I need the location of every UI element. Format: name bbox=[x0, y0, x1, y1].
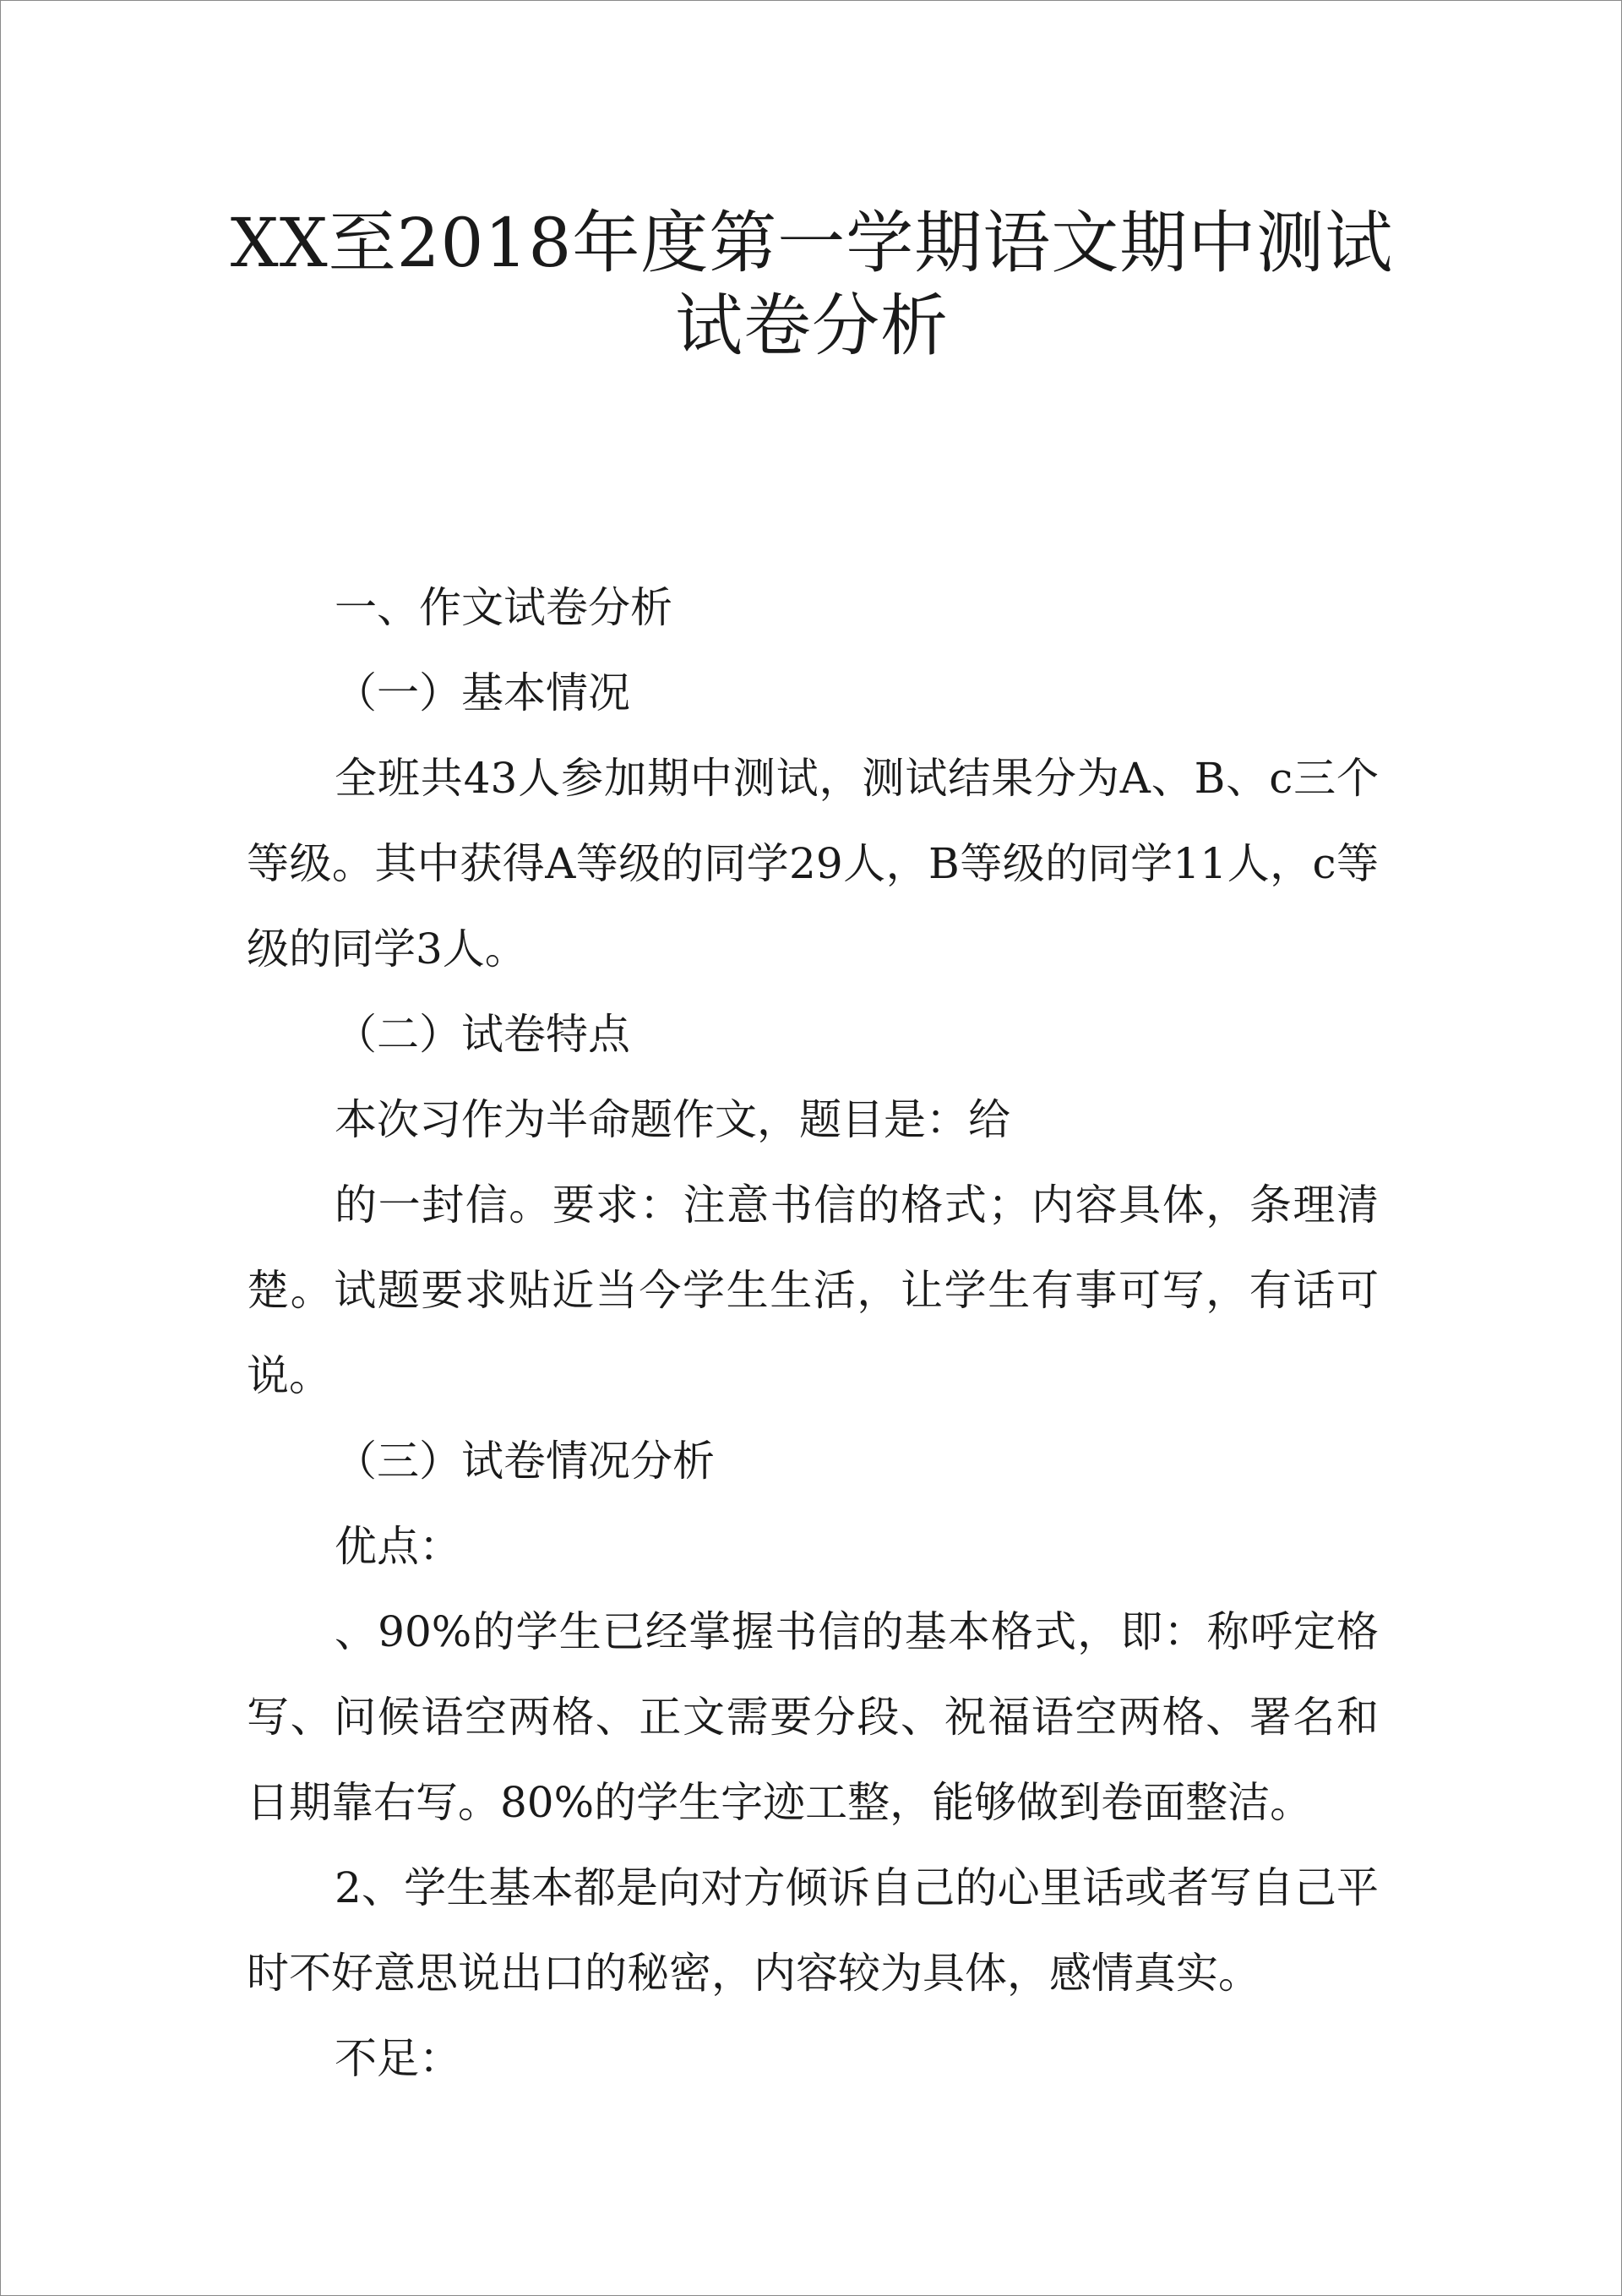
document-title-line-1: XX至2018年度第一学期语文期中测试 bbox=[230, 204, 1394, 282]
document-body bbox=[247, 565, 1379, 2102]
paragraph-basic-situation: 全班共43人参加期中测试，测试结果分为A、B、c三个等级。其中获得A等级的同学29人，B等级的同学11人，c等级的同学3人。 bbox=[247, 754, 1379, 973]
paragraph-strength-1: 、90%的学生已经掌握书信的基本格式，即：称呼定格写、问候语空两格、正文需要分段、祝福语空两格、署名和日期靠右写。80%的学生字迹工整，能够做到卷面整洁。 bbox=[247, 1607, 1379, 1827]
subheading-basic-situation: （一）基本情况 bbox=[335, 668, 630, 717]
subheading-paper-features: （二）试卷特点 bbox=[335, 1010, 630, 1059]
label-weaknesses: 不足： bbox=[335, 2034, 461, 2083]
paragraph-composition-topic: 本次习作为半命题作文，题目是：给 bbox=[335, 1095, 1010, 1144]
paragraph-strength-2: 2、学生基本都是向对方倾诉自己的心里话或者写自己平时不好意思说出口的秘密，内容较为具体，感情真实。 bbox=[247, 1863, 1379, 1998]
document-title-line-2: 试卷分析 bbox=[675, 286, 949, 365]
section-heading-composition-analysis: 一、作文试卷分析 bbox=[335, 583, 672, 632]
label-strengths: 优点： bbox=[335, 1522, 461, 1571]
subheading-paper-situation-analysis: （三）试卷情况分析 bbox=[335, 1437, 715, 1486]
paragraph-composition-requirements: 的一封信。要求：注意书信的格式；内容具体，条理清楚。试题要求贴近当今学生生活，让学生有事可写，有话可说。 bbox=[247, 1181, 1379, 1400]
